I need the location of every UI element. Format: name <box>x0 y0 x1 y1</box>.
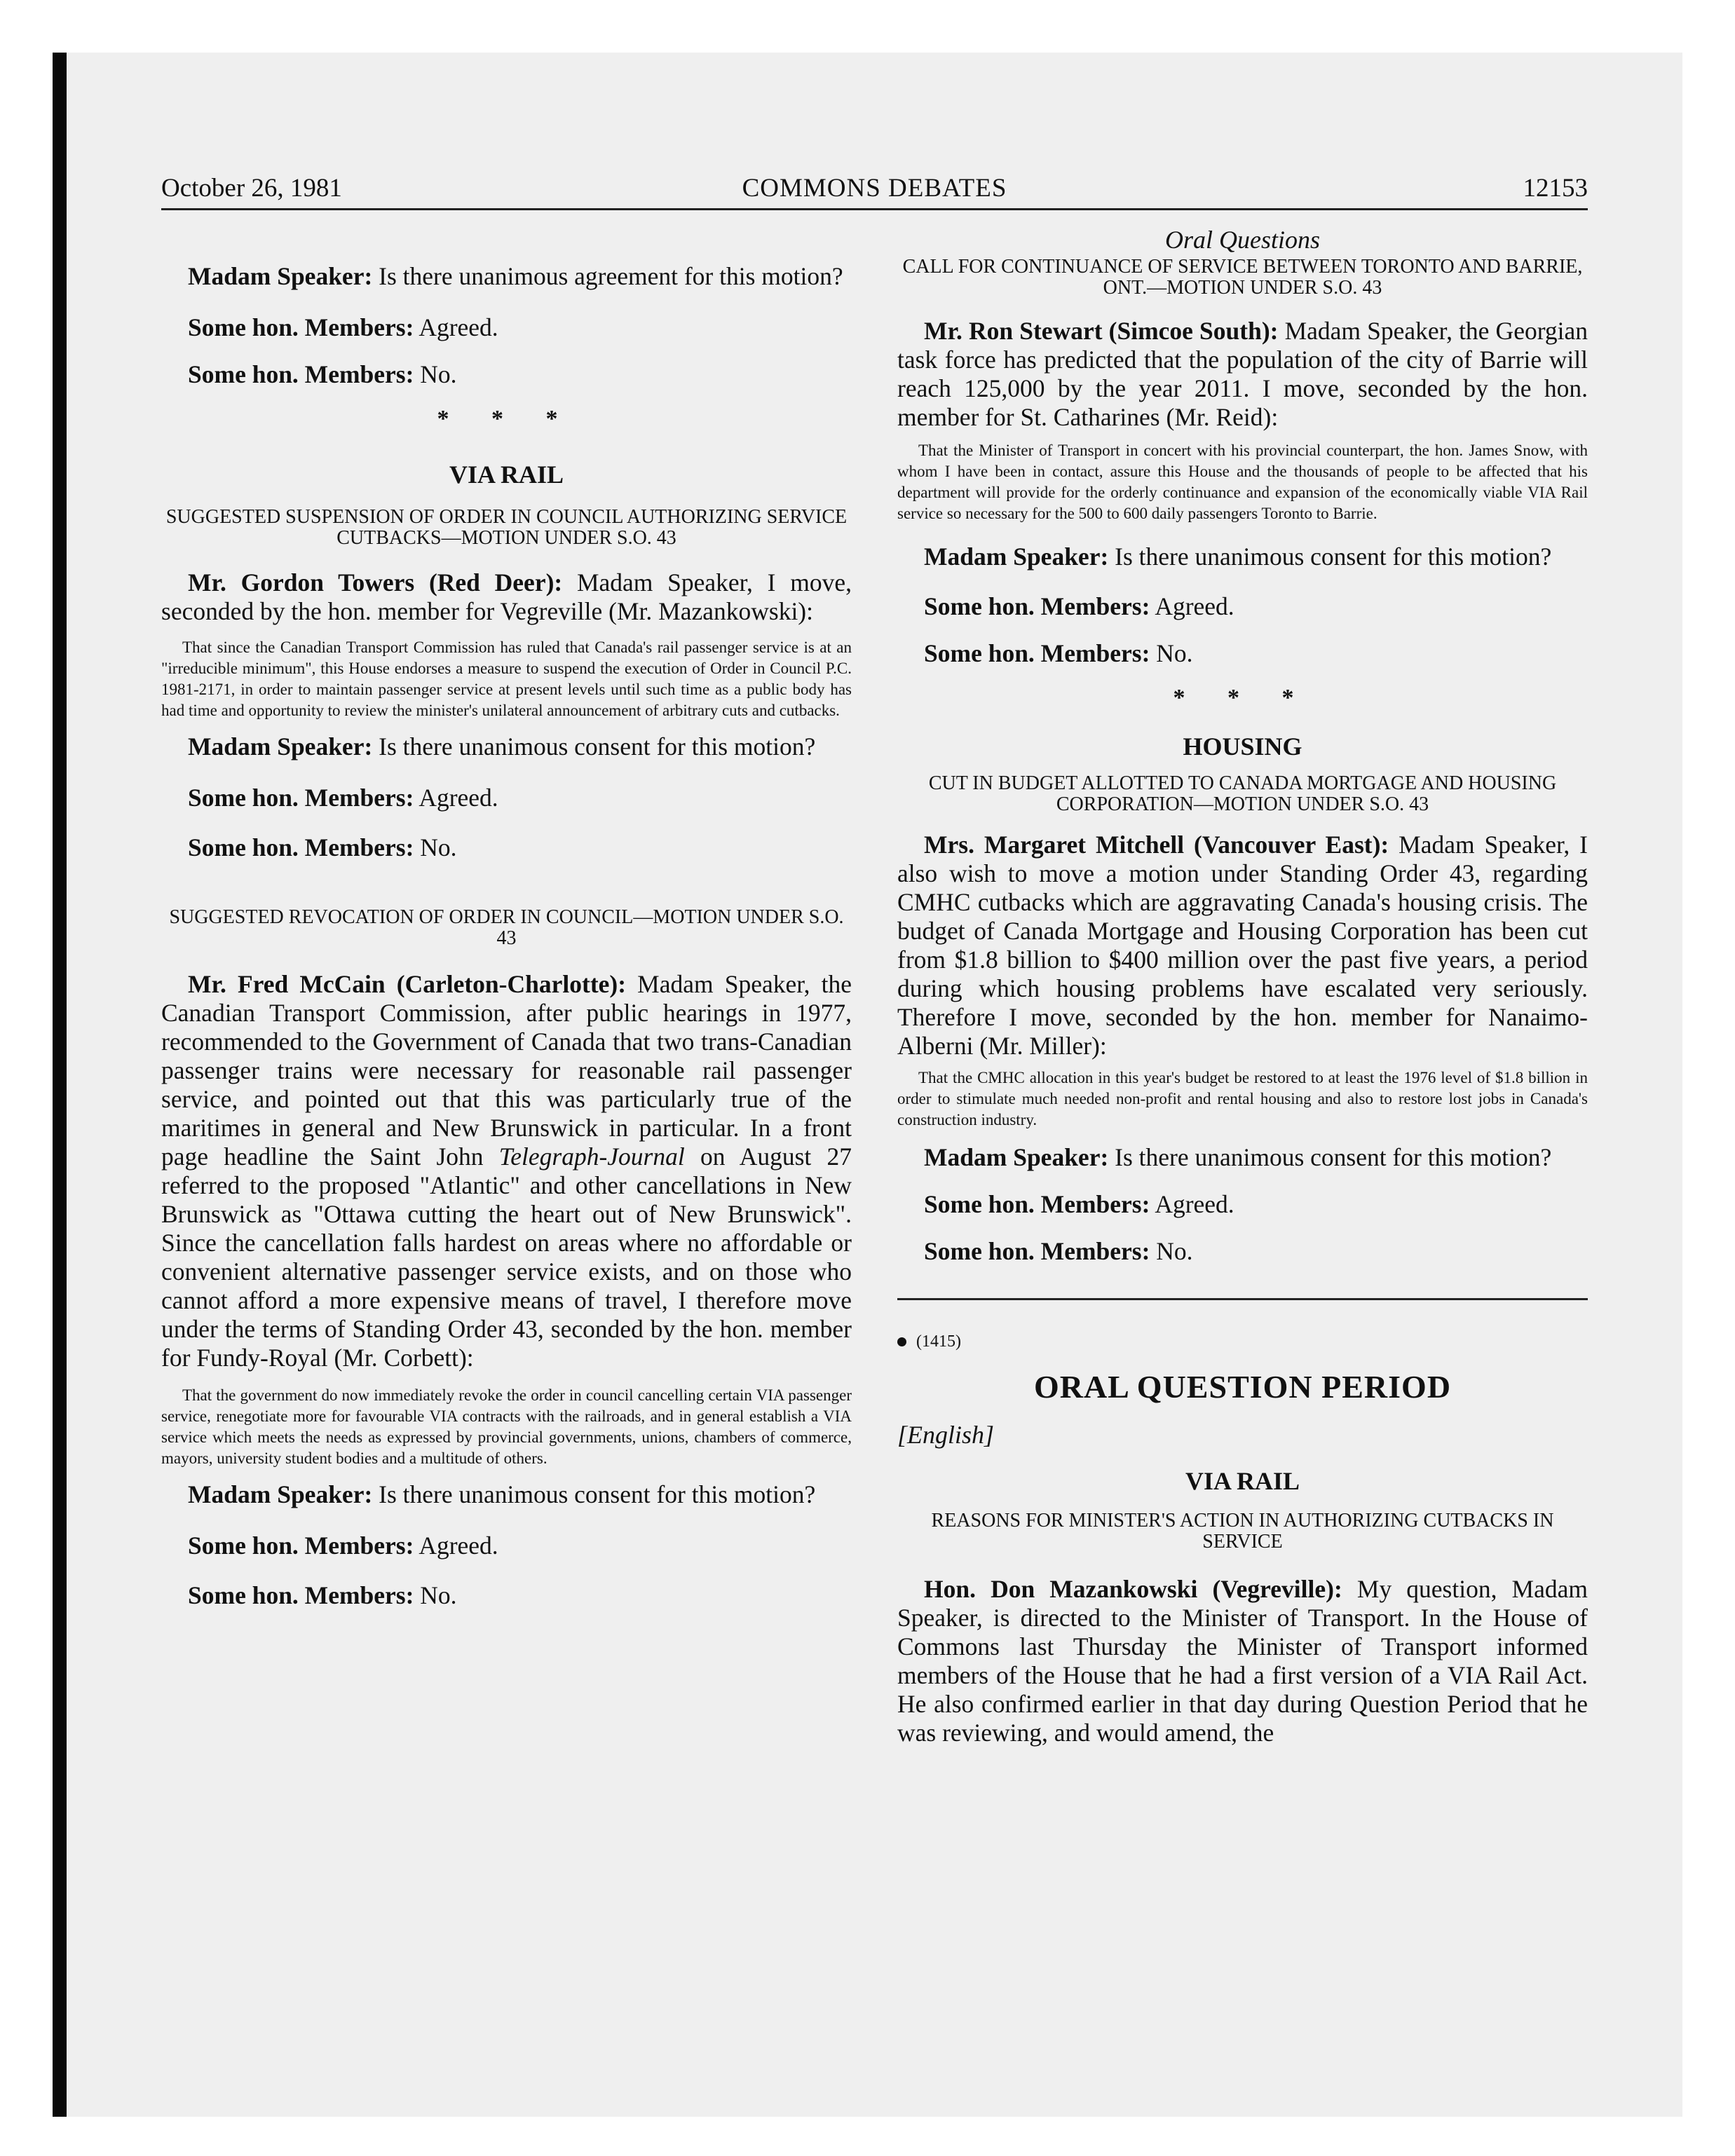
subheading: REASONS FOR MINISTER'S ACTION IN AUTHORIZING CUTBACKS IN SERVICE <box>931 1510 1554 1553</box>
section-separator: * * * <box>437 406 576 432</box>
speech-paragraph <box>897 1237 1588 1266</box>
speaker-name: Mrs. Margaret Mitchell (Vancouver East): <box>924 831 1389 859</box>
speech-paragraph <box>897 1575 1588 1747</box>
newspaper-title: Telegraph-Journal <box>498 1142 685 1171</box>
section-label: Oral Questions <box>1164 226 1320 254</box>
subheading: SUGGESTED SUSPENSION OF ORDER IN COUNCIL AUTHORIZING SERVICE CUTBACKS—MOTION UNDER S.O. 43 <box>165 506 848 549</box>
speech-text: Agreed. <box>414 313 498 341</box>
speech-paragraph <box>161 360 852 389</box>
section-heading: VIA RAIL <box>1185 1467 1300 1495</box>
speaker-name: Some hon. Members: <box>188 833 414 861</box>
motion-text: That the Minister of Transport in concert with his provincial counterpart, the hon. James Snow, with whom I have been in contact, assure this House and the thousands of people to be affected that his department will provide for the orderly continuance and expansion of the economically viable VIA Rail service so necessary for the 500 to 600 daily passengers Toronto to Barrie. <box>897 442 1588 522</box>
running-header <box>161 172 1588 210</box>
subheading: CUT IN BUDGET ALLOTTED TO CANADA MORTGAGE AND HOUSING CORPORATION—MOTION UNDER S.O. 43 <box>928 772 1557 815</box>
speaker-name: Madam Speaker: <box>188 262 373 290</box>
speaker-name: Madam Speaker: <box>924 1143 1109 1171</box>
speech-text: Is there unanimous consent for this motion? <box>1108 1143 1552 1171</box>
speech-paragraph <box>161 970 852 1372</box>
speech-paragraph <box>161 1531 852 1560</box>
speaker-name: Some hon. Members: <box>188 360 414 388</box>
speech-text: No. <box>1150 1237 1193 1265</box>
speech-text: No. <box>414 1581 457 1609</box>
speech-text: Madam Speaker, I move, seconded by the hon. member for Vegreville (Mr. Mazankowski): <box>161 568 852 625</box>
speech-text: Agreed. <box>1150 1190 1234 1218</box>
speech-text: Agreed. <box>1150 592 1234 620</box>
motion-text: That the CMHC allocation in this year's budget be restored to at least the 1976 level of $1.8 billion in order to stimulate much needed non-profit and rental housing and also to restore lost jobs in Canada's construction industry. <box>897 1069 1588 1128</box>
speech-text: Is there unanimous consent for this motion? <box>372 732 816 760</box>
speech-paragraph <box>161 732 852 761</box>
speech-paragraph <box>897 639 1588 668</box>
header-date: October 26, 1981 <box>161 174 342 203</box>
speech-paragraph <box>161 1581 852 1610</box>
speech-text: No. <box>414 360 457 388</box>
speaker-name: Some hon. Members: <box>924 592 1150 620</box>
speaker-name: Some hon. Members: <box>924 1237 1150 1265</box>
speaker-name: Some hon. Members: <box>188 1581 414 1609</box>
speech-text: Agreed. <box>414 1531 498 1560</box>
speech-text: on August 27 referred to the proposed "Atlantic" and other cancellations in New Brunswick as "Ottawa cutting the heart out of New Brunswick". Since the cancellation falls hardest on areas where no affordable or convenient alternative passenger service exists, and on those who cannot afford a more expensive means of travel, I therefore move under the terms of Standing Order 43, seconded by the hon. member for Fundy-Royal (Mr. Corbett): <box>161 1142 852 1372</box>
speaker-name: Some hon. Members: <box>924 639 1150 667</box>
header-title: COMMONS DEBATES <box>742 174 1007 203</box>
speech-text: No. <box>414 833 457 861</box>
speaker-name: Madam Speaker: <box>188 732 373 760</box>
speech-paragraph <box>161 1480 852 1509</box>
motion-text: That since the Canadian Transport Commission has ruled that Canada's rail passenger service is at an "irreducible minimum", this House endorses a measure to suspend the execution of Order in Council P.C. 1981-2171, in order to maintain passenger service at present levels until such time as a public body has had time and opportunity to review the minister's unilateral announcement of arbitrary cuts and cutbacks. <box>161 639 852 719</box>
speaker-name: Mr. Ron Stewart (Simcoe South): <box>924 317 1279 345</box>
subheading: CALL FOR CONTINUANCE OF SERVICE BETWEEN TORONTO AND BARRIE, ONT.—MOTION UNDER S.O. 43 <box>902 256 1583 299</box>
section-divider <box>897 1298 1588 1300</box>
time-stamp: (1415) <box>916 1332 961 1351</box>
speech-paragraph <box>897 543 1588 571</box>
speech-text: Madam Speaker, the Canadian Transport Commission, after public hearings in 1977, recommended to the Government of Canada that two trans-Canadian passenger trains were necessary for reasonable rail passenger service, and pointed out that this was particularly true of the maritimes in general and New Brunswick in particular. In a front page headline the Saint John <box>161 970 852 1171</box>
speech-text: No. <box>1150 639 1193 667</box>
speech-text: Madam Speaker, I also wish to move a motion under Standing Order 43, regarding CMHC cutbacks which are aggravating Canada's housing crisis. The budget of Canada Mortgage and Housing Corporation has been cut from $1.8 billion to $400 million over the past five years, a period during which housing problems have escalated very seriously. Therefore I move, seconded by the hon. member for Nanaimo-Alberni (Mr. Miller): <box>897 831 1588 1060</box>
speech-text: Madam Speaker, the Georgian task force has predicted that the population of the city of Barrie will reach 125,000 by the year 2011. I move, seconded by the hon. member for St. Catharines (Mr. Reid): <box>897 317 1588 431</box>
section-heading: HOUSING <box>1183 732 1302 760</box>
major-heading: ORAL QUESTION PERIOD <box>1033 1369 1452 1405</box>
speech-paragraph <box>161 313 852 342</box>
subheading: SUGGESTED REVOCATION OF ORDER IN COUNCIL—MOTION UNDER S.O. 43 <box>169 906 844 949</box>
section-separator: * * * <box>1173 685 1312 711</box>
scan-edge <box>53 53 67 2117</box>
language-marker: [English] <box>897 1421 995 1449</box>
header-page-number: 12153 <box>1523 174 1588 203</box>
speaker-name: Madam Speaker: <box>924 543 1109 571</box>
speech-paragraph <box>161 833 852 862</box>
speaker-name: Some hon. Members: <box>188 1531 414 1560</box>
speech-paragraph <box>897 592 1588 621</box>
speech-text: Is there unanimous consent for this motion? <box>372 1480 816 1508</box>
speaker-name: Mr. Gordon Towers (Red Deer): <box>188 568 563 596</box>
speech-paragraph <box>897 317 1588 432</box>
speech-paragraph <box>161 568 852 626</box>
speech-text: My question, Madam Speaker, is directed to the Minister of Transport. In the House of Commons last Thursday the Minister of Transport informed members of the House that he had a first version of a VIA Rail Act. He also confirmed earlier in that day during Question Period that he was reviewing, and would amend, the <box>897 1575 1588 1747</box>
speaker-name: Mr. Fred McCain (Carleton-Charlotte): <box>188 970 627 998</box>
speech-paragraph <box>897 1143 1588 1172</box>
speaker-name: Some hon. Members: <box>188 784 414 812</box>
speech-paragraph <box>161 262 852 291</box>
left-column <box>161 223 852 1610</box>
speech-text: Is there unanimous agreement for this motion? <box>372 262 843 290</box>
speech-paragraph <box>897 1190 1588 1219</box>
section-heading: VIA RAIL <box>449 460 564 489</box>
speaker-name: Madam Speaker: <box>188 1480 373 1508</box>
speech-paragraph <box>161 784 852 812</box>
speaker-name: Some hon. Members: <box>188 313 414 341</box>
speech-text: Is there unanimous consent for this motion? <box>1108 543 1552 571</box>
speaker-name: Hon. Don Mazankowski (Vegreville): <box>924 1575 1342 1603</box>
motion-text: That the government do now immediately revoke the order in council cancelling certain VIA passenger service, renegotiate more for favourable VIA contracts with the railroads, and in general establish a VIA service which meets the needs as expressed by provincial governments, unions, chambers of commerce, mayors, university student bodies and a multitude of others. <box>161 1386 852 1467</box>
speech-text: Agreed. <box>414 784 498 812</box>
time-marker <box>897 1331 1588 1352</box>
speaker-name: Some hon. Members: <box>924 1190 1150 1218</box>
right-column <box>897 223 1588 1747</box>
speech-paragraph <box>897 831 1588 1060</box>
bullet-dot-icon <box>897 1337 906 1346</box>
